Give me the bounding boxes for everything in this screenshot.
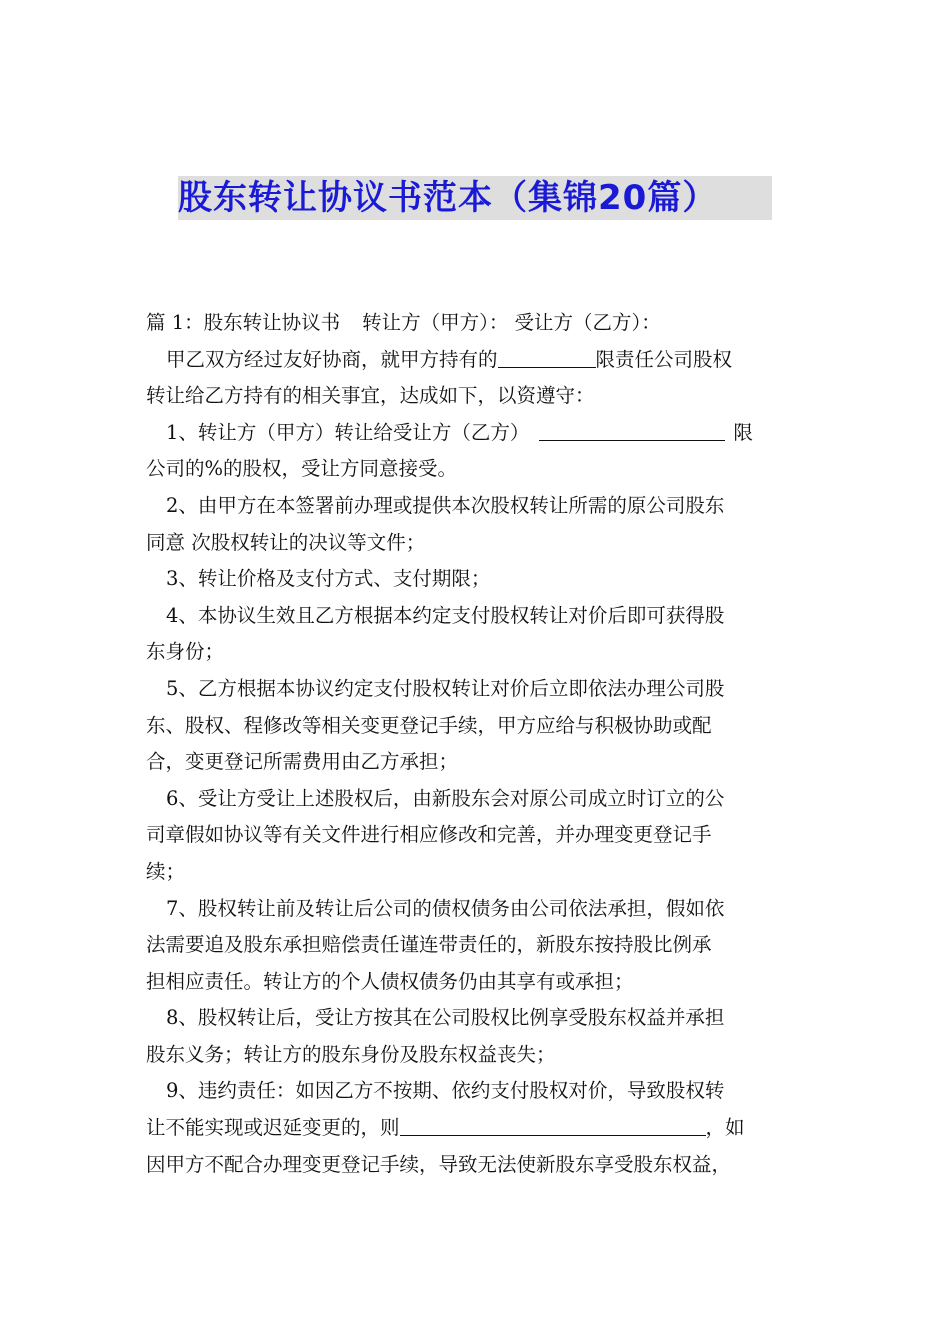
- paragraph-line: 股东义务；转让方的股东身份及股东权益丧失；: [146, 1042, 556, 1066]
- paragraph-line: 2、由甲方在本签署前办理或提供本次股权转让所需的原公司股东: [166, 493, 725, 517]
- document-body: [146, 305, 808, 1183]
- paragraph-line: 公司的%的股权，受让方同意接受。: [146, 457, 458, 481]
- paragraph-line: 3、转让价格及支付方式、支付期限；: [166, 567, 491, 591]
- paragraph-line: 合，变更登记所需费用由乙方承担；: [146, 750, 459, 774]
- paragraph-line: 担相应责任。转让方的个人债权债务仍由其享有或承担；: [146, 969, 634, 993]
- fill-blank: [539, 418, 725, 441]
- text-segment: 限责任公司股权: [595, 347, 733, 371]
- text-segment: 限: [733, 420, 753, 444]
- paragraph-line: 法需要追及股东承担赔偿责任谨连带责任的，新股东按持股比例承: [146, 933, 712, 957]
- text-segment: 让不能实现或迟延变更的，则: [146, 1116, 400, 1140]
- paragraph-line: [146, 415, 808, 452]
- document-title: 股东转让协议书范本（集锦20篇）: [178, 178, 718, 218]
- paragraph-line: 续；: [146, 859, 186, 883]
- party-labels: 转让方（甲方）： 受让方（乙方）：: [362, 311, 661, 334]
- paragraph-line: 东、股权、程修改等相关变更登记手续，甲方应给与积极协助或配: [146, 713, 712, 737]
- paragraph-line: 9、违约责任：如因乙方不按期、依约支付股权对价，导致股权转: [166, 1079, 725, 1103]
- paragraph-line: 东身份；: [146, 640, 225, 664]
- text-segment: ，如: [705, 1116, 745, 1140]
- paragraph-line: 8、股权转让后，受让方按其在公司股权比例享受股东权益并承担: [166, 1006, 725, 1030]
- chapter-heading: 篇 1：股东转让协议书: [146, 311, 341, 334]
- paragraph-line: 司章假如协议等有关文件进行相应修改和完善，并办理变更登记手: [146, 823, 712, 847]
- text-segment: 甲乙双方经过友好协商，就甲方持有的: [166, 347, 498, 371]
- text-segment: 1、转让方（甲方）转让给受让方（乙方）: [166, 420, 530, 444]
- paragraph-line: 同意 次股权转让的决议等文件；: [146, 530, 426, 554]
- fill-blank: [400, 1113, 706, 1136]
- title-highlight: [178, 176, 772, 220]
- paragraph-line: [146, 1110, 808, 1147]
- paragraph-line: 4、本协议生效且乙方根据本约定支付股权转让对价后即可获得股: [166, 603, 725, 627]
- paragraph-line: 6、受让方受让上述股权后，由新股东会对原公司成立时订立的公: [166, 786, 725, 810]
- paragraph-line: 因甲方不配合办理变更登记手续，导致无法使新股东享受股东权益，: [146, 1152, 732, 1176]
- paragraph-line: 7、股权转让前及转让后公司的债权债务由公司依法承担，假如依: [166, 896, 725, 920]
- paragraph-line: 转让给乙方持有的相关事宜，达成如下，以资遵守：: [146, 384, 595, 408]
- paragraph-line: 5、乙方根据本协议约定支付股权转让对价后立即依法办理公司股: [166, 676, 725, 700]
- fill-blank: [498, 345, 596, 368]
- paragraph-line: [146, 342, 808, 379]
- paragraph-line: [146, 305, 808, 342]
